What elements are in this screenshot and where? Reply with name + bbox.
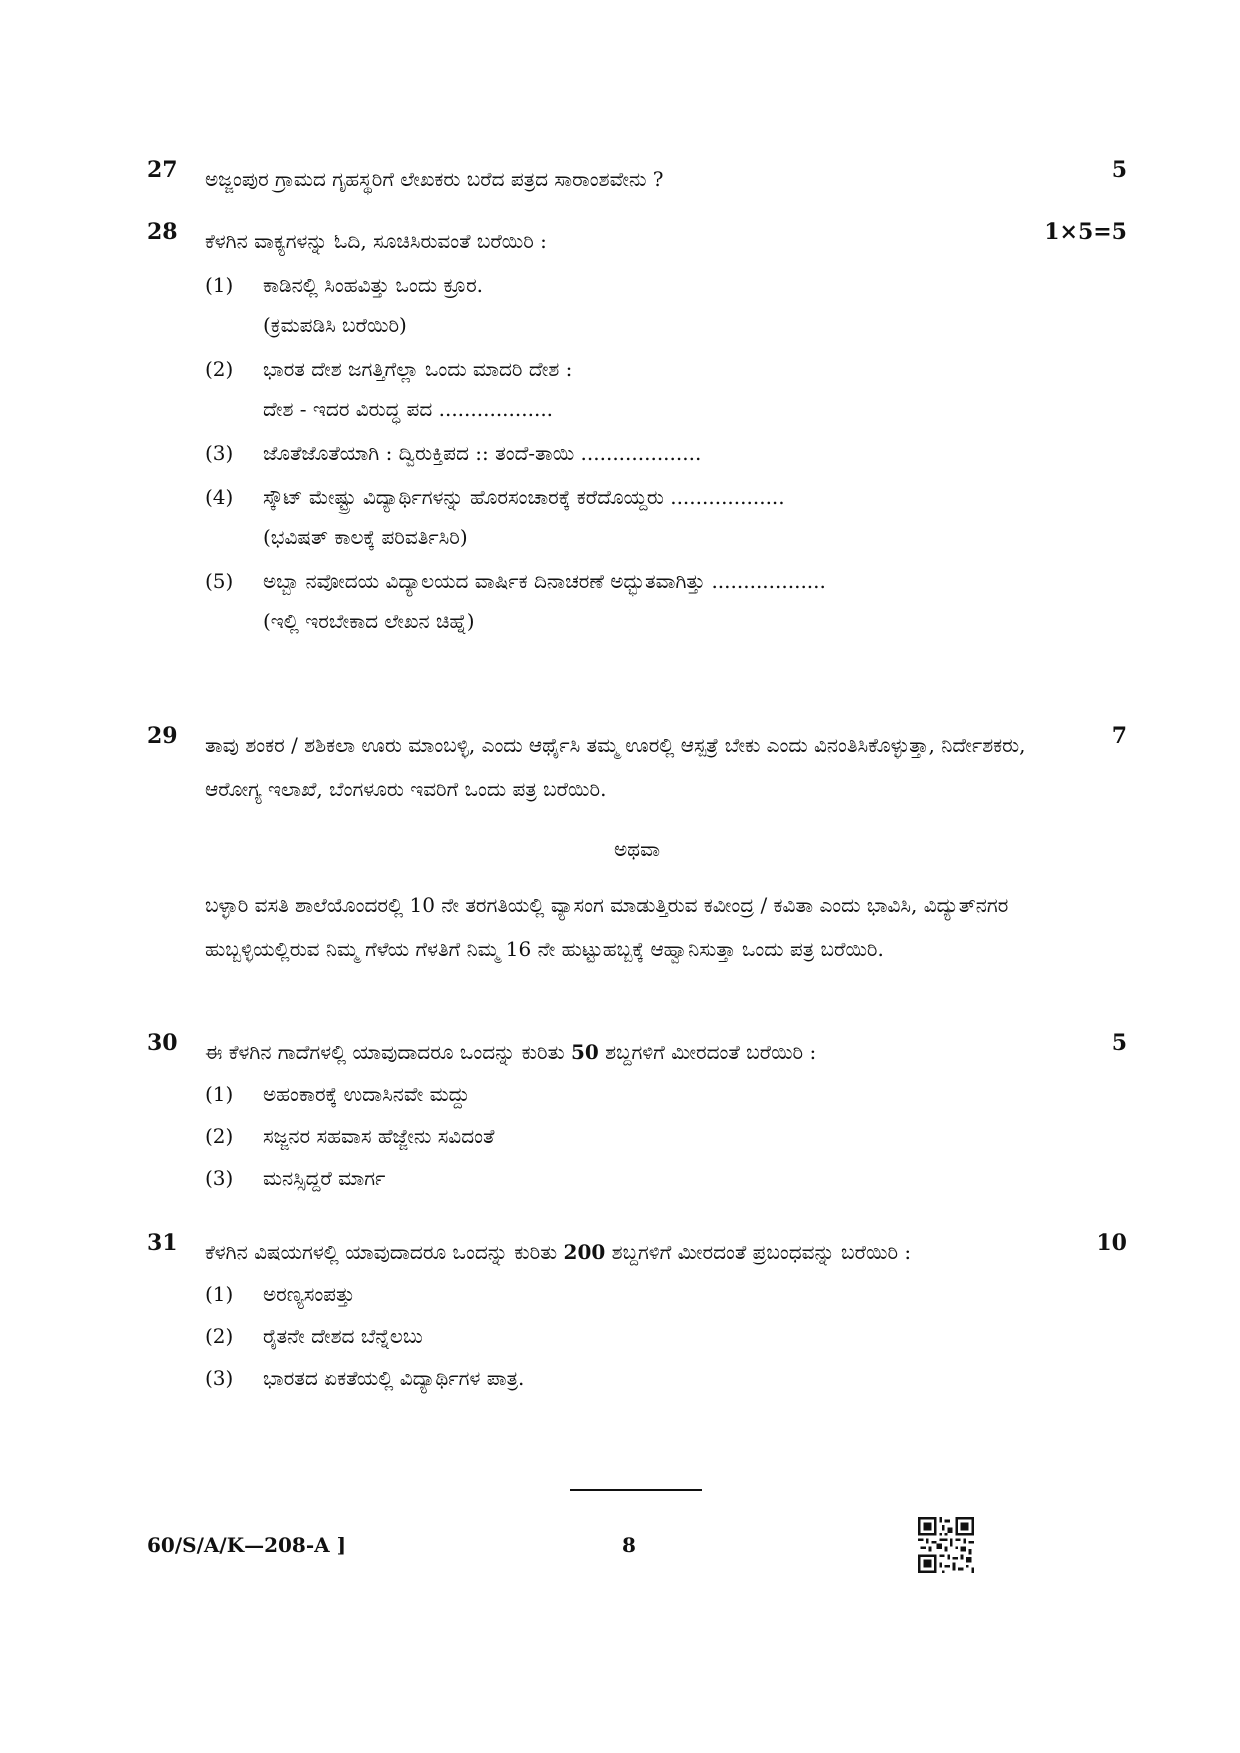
sub-item-number: (2): [205, 1124, 234, 1148]
question-text: [205, 1230, 1047, 1274]
sub-item-text: ಅರಣ್ಯಸಂಪತ್ತು: [263, 1282, 355, 1306]
sub-item-instruction: (ಭವಿಷತ್ ಕಾಲಕ್ಕೆ ಪರಿವರ್ತಿಸಿರಿ): [263, 525, 468, 549]
sub-item: [205, 433, 1127, 473]
question-marks: 5: [1111, 157, 1127, 183]
sub-item: [205, 1116, 1127, 1156]
sub-item: [205, 1358, 1127, 1398]
sub-item: [205, 1274, 1127, 1314]
sub-item-number: (2): [205, 357, 234, 381]
sub-item-text: ಮನಸ್ಸಿದ್ದರೆ ಮಾರ್ಗ: [263, 1166, 386, 1190]
word-limit: 200: [563, 1240, 606, 1264]
alternate-question-text: ಬಳ್ಳಾರಿ ವಸತಿ ಶಾಲೆಯೊಂದರಲ್ಲಿ 10 ನೇ ತರಗತಿಯಲ್ಲಿ ವ್ಯಾಸಂಗ ಮಾಡುತ್ತಿರುವ ಕವೀಂದ್ರ / ಕವಿತಾ ಎಂದು ಭಾವಿಸಿ, ವಿದ್ಯುತ್‌ನಗರ ಹುಬ್ಬಳ್ಳಿಯಲ್ಲಿರುವ ನಿಮ್ಮ ಗೆಳೆಯ ಗೆಳತಿಗೆ ನಿಮ್ಮ 16 ನೇ ಹುಟ್ಟುಹಬ್ಬಕ್ಕೆ ಆಹ್ವಾನಿಸುತ್ತಾ ಒಂದು ಪತ್ರ ಬರೆಯಿರಿ.: [205, 893, 1009, 961]
question-text: ತಾವು ಶಂಕರ / ಶಶಿಕಲಾ ಊರು ಮಾಂಬಳ್ಳಿ, ಎಂದು ಆರ್ಥೈಸಿ ತಮ್ಮ ಊರಲ್ಲಿ ಆಸ್ಪತ್ರೆ ಬೇಕು ಎಂದು ವಿನಂತಿಸಿಕೊಳ್ಳುತ್ತಾ, ನಿರ್ದೇಶಕರು, ಆರೋಗ್ಯ ಇಲಾಖೆ, ಬೆಂಗಳೂರು ಇವರಿಗೆ ಒಂದು ಪತ್ರ ಬರೆಯಿರಿ.: [205, 733, 1026, 801]
qr-code-icon: [918, 1517, 974, 1573]
sub-item-number: (4): [205, 485, 234, 509]
sub-item-text: ಅಬ್ಬಾ ನವೋದಯ ವಿದ್ಯಾಲಯದ ವಾರ್ಷಿಕ ದಿನಾಚರಣೆ ಅದ್ಭುತವಾಗಿತ್ತು ..................: [263, 569, 826, 593]
sub-item-text: ಅಹಂಕಾರಕ್ಕೆ ಉದಾಸಿನವೇ ಮದ್ದು: [263, 1082, 470, 1106]
sub-item-text: ಭಾರತ ದೇಶ ಜಗತ್ತಿಗೆಲ್ಲಾ ಒಂದು ಮಾದರಿ ದೇಶ :: [263, 357, 573, 381]
sub-item-text: ರೈತನೇ ದೇಶದ ಬೆನ್ನೆಲಬು: [263, 1324, 423, 1348]
sub-item-number: (1): [205, 1282, 234, 1306]
sub-item: [205, 1158, 1127, 1198]
question-text: ಕೆಳಗಿನ ವಾಕ್ಯಗಳನ್ನು ಓದಿ, ಸೂಚಿಸಿರುವಂತೆ ಬರೆಯಿರಿ :: [205, 229, 547, 253]
paper-code: 60/S/A/K—208-A ]: [147, 1533, 347, 1557]
question-marks: 7: [1111, 723, 1127, 749]
sub-item-instruction: ದೇಶ - ಇದರ ವಿರುದ್ಧ ಪದ ..................: [263, 397, 554, 421]
question-text-end: ಶಬ್ದಗಳಿಗೆ ಮೀರದಂತೆ ಬರೆಯಿರಿ :: [598, 1040, 817, 1064]
sub-item-number: (3): [205, 1366, 234, 1390]
question-30: [147, 1030, 1127, 1198]
or-separator: ಅಥವಾ: [614, 837, 660, 861]
sub-item-number: (1): [205, 273, 234, 297]
sub-item-number: (5): [205, 569, 234, 593]
sub-item-number: (1): [205, 1082, 234, 1106]
question-number: 29: [147, 723, 178, 749]
sub-item: [205, 349, 1127, 429]
page-number: 8: [622, 1533, 636, 1557]
question-31: [147, 1230, 1127, 1398]
question-text-start: ಈ ಕೆಳಗಿನ ಗಾದೆಗಳಲ್ಲಿ ಯಾವುದಾದರೂ ಒಂದನ್ನು ಕುರಿತು: [205, 1040, 571, 1064]
question-27: [147, 157, 1127, 201]
sub-item-instruction: (ಇಲ್ಲಿ ಇರಬೇಕಾದ ಲೇಖನ ಚಿಹ್ನೆ): [263, 609, 475, 633]
word-limit: 50: [570, 1040, 599, 1064]
sub-item-text: ಕಾಡಿನಲ್ಲಿ ಸಿಂಹವಿತ್ತು ಒಂದು ಕ್ರೂರ.: [263, 273, 484, 297]
sub-item-text: ಸಜ್ಜನರ ಸಹವಾಸ ಹೆಜ್ಜೇನು ಸವಿದಂತೆ: [263, 1124, 495, 1148]
question-28: [147, 219, 1127, 641]
question-number: 27: [147, 157, 178, 183]
sub-item: [205, 561, 1127, 641]
question-29: [147, 723, 1127, 971]
end-divider: [570, 1489, 702, 1491]
question-number: 31: [147, 1230, 178, 1256]
question-marks: 10: [1096, 1230, 1127, 1256]
question-number: 28: [147, 219, 178, 245]
sub-item: [205, 265, 1127, 345]
sub-item-text: ಸ್ಕೌಟ್ ಮೇಷ್ಟ್ರು ವಿದ್ಯಾರ್ಥಿಗಳನ್ನು ಹೊರಸಂಚಾರಕ್ಕೆ ಕರೆದೊಯ್ದರು ..................: [263, 485, 785, 509]
sub-item: [205, 1074, 1127, 1114]
question-text: ಅಜ್ಜಂಪುರ ಗ್ರಾಮದ ಗೃಹಸ್ಥರಿಗೆ ಲೇಖಕರು ಬರೆದ ಪತ್ರದ ಸಾರಾಂಶವೇನು ?: [205, 167, 664, 191]
sub-item: [205, 1316, 1127, 1356]
sub-item-text: ಜೊತೆಜೊತೆಯಾಗಿ : ದ್ವಿರುಕ್ತಿಪದ :: ತಂದೆ-ತಾಯಿ ...................: [263, 441, 702, 465]
sub-item-text: ಭಾರತದ ಏಕತೆಯಲ್ಲಿ ವಿದ್ಯಾರ್ಥಿಗಳ ಪಾತ್ರ.: [263, 1366, 525, 1390]
sub-item-number: (3): [205, 1166, 234, 1190]
sub-item: [205, 477, 1127, 557]
sub-item-number: (2): [205, 1324, 234, 1348]
question-text-end: ಶಬ್ದಗಳಿಗೆ ಮೀರದಂತೆ ಪ್ರಬಂಧವನ್ನು ಬರೆಯಿರಿ :: [605, 1240, 912, 1264]
question-number: 30: [147, 1030, 178, 1056]
sub-item-instruction: (ಕ್ರಮಪಡಿಸಿ ಬರೆಯಿರಿ): [263, 313, 407, 337]
sub-item-number: (3): [205, 441, 234, 465]
question-text-start: ಕೆಳಗಿನ ವಿಷಯಗಳಲ್ಲಿ ಯಾವುದಾದರೂ ಒಂದನ್ನು ಕುರಿತು: [205, 1240, 564, 1264]
question-text: [205, 1030, 1047, 1074]
question-marks: 5: [1111, 1030, 1127, 1056]
question-marks: 1×5=5: [1044, 219, 1127, 245]
